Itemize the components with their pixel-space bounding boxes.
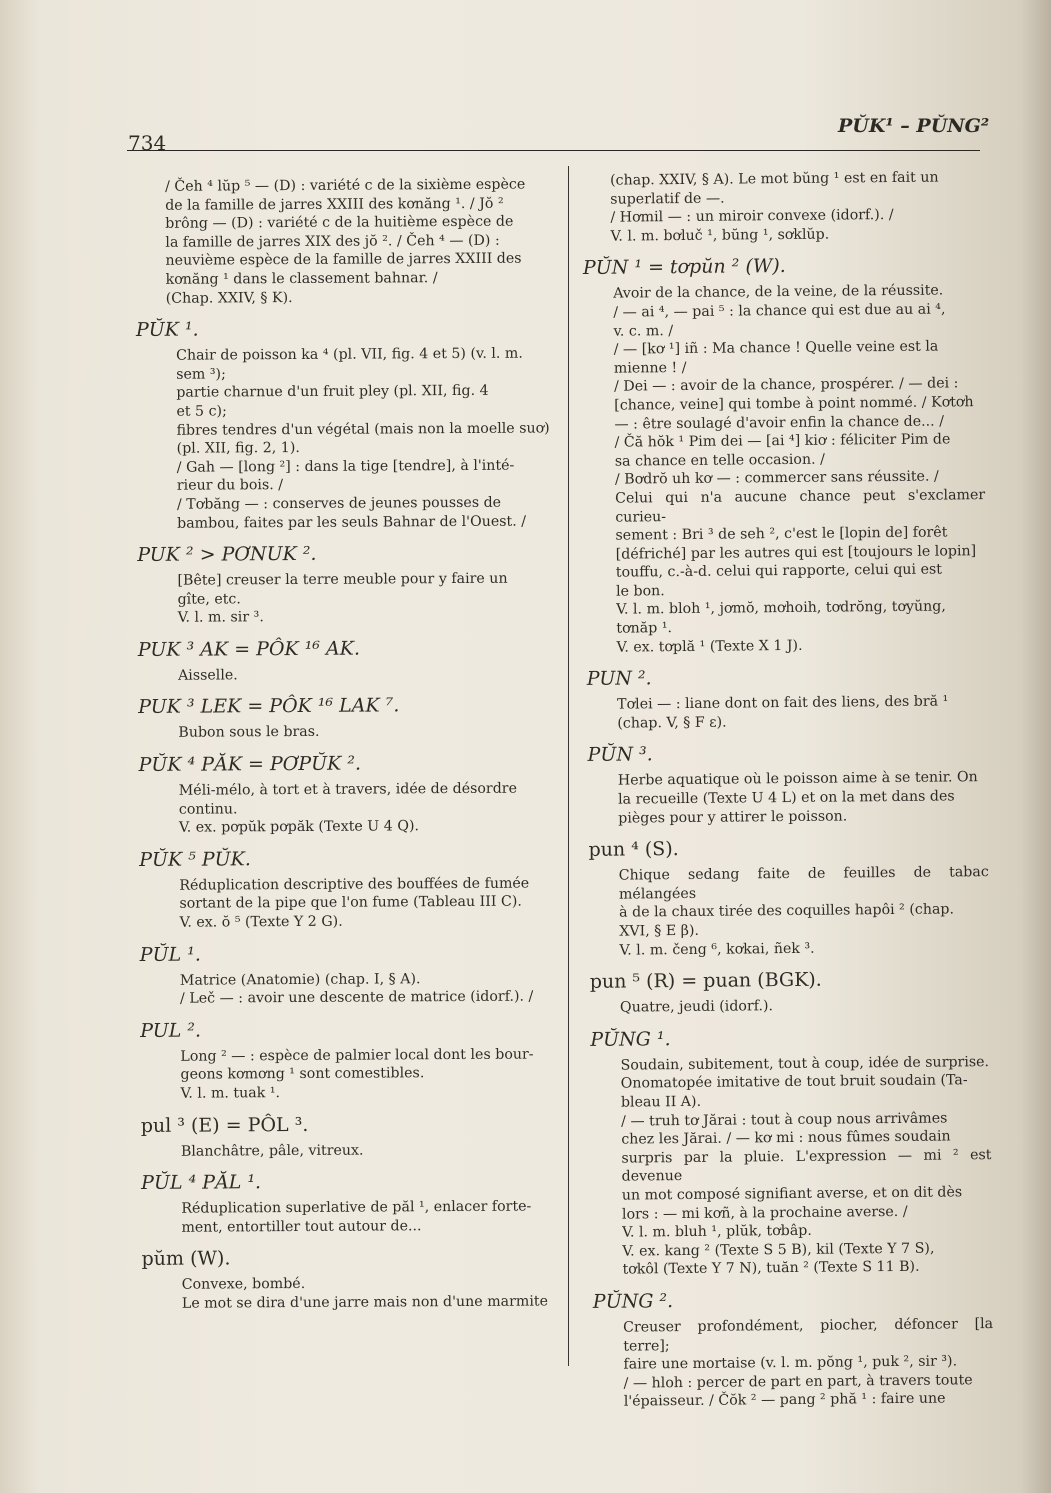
entry-body [178, 722, 553, 743]
entry-body [618, 769, 989, 828]
entry-headword: PŬL ¹. [139, 943, 201, 966]
entry-line: partie charnue d'un fruit pley (pl. XII, fig. 4 [176, 383, 489, 402]
entry-line: chez les Jărai. / — kơ mi : nous fûmes soudain [621, 1128, 951, 1148]
entry-line: Soudain, subitement, tout à coup, idée de surprise. [620, 1053, 990, 1074]
entry-line: Herbe aquatique où le poisson aime à se tenir. On [617, 769, 978, 790]
entry-line: Chair de poisson ka ⁴ (pl. VII, fig. 4 et 5) (v. l. m. [176, 345, 523, 364]
entry-line: (chap. V, § F ε). [617, 714, 727, 732]
entry-line: sortant de la pipe que l'on fume (Tableau III C). [179, 894, 522, 913]
entry-line: sement : Bri ³ de seh ², c'est le [lopin de] forêt [615, 524, 948, 544]
entry-line: ment, entortiller tout autour de... [181, 1218, 422, 1236]
entry-headword: PŬK ¹. [135, 318, 199, 342]
entry-line: mienne ! / [613, 359, 687, 377]
entry-line: gîte, etc. [177, 591, 241, 608]
entry-headword: PUK ³ AK = PÔK ¹⁶ AK. [137, 637, 361, 661]
entry-line: sem ³); [176, 366, 226, 383]
entry-body [180, 969, 555, 1008]
entry-line: superlatif de —. [610, 190, 725, 208]
entry-headword: PUL ². [140, 1019, 202, 1042]
entry-headword: PŬL ⁴ PĂL ¹. [141, 1171, 262, 1195]
dictionary-entry [583, 835, 989, 960]
entry-line: Creuser profondément, piocher, défoncer [la terre]; [623, 1315, 994, 1355]
entry-line: / Čeh ⁴ lŭp ⁵ — (D) : variété c de la sixième espèce [165, 176, 526, 195]
dictionary-entry [136, 1112, 556, 1161]
entry-line: le bon. [615, 583, 665, 600]
entry-line: continu. [178, 801, 238, 818]
dictionary-entry [582, 741, 988, 829]
entry-body [165, 175, 551, 308]
dictionary-entry [578, 253, 987, 657]
entry-line: Onomatopée imitative de tout bruit soudain (Ta- [620, 1072, 968, 1092]
left-column [130, 175, 557, 1313]
entry-line: / Čă hŏk ¹ Pim dei — [ai ⁴] kiơ : féliciter Pim de [614, 431, 951, 451]
entry-headword: pul ³ (E) = PÔL ³. [140, 1113, 309, 1137]
dictionary-entry [133, 694, 553, 743]
entry-line: V. l. m. čeng ⁶, kơkai, ñek ³. [619, 940, 815, 959]
entry-line: la famille de jarres XIX des jŏ ². / Čeh ⁴ — (D) : [165, 232, 500, 251]
dictionary-entry [577, 168, 983, 246]
entry-line: brông — (D) : variété c de la huitième espèce de [165, 213, 514, 232]
entry-line: bambou, faites par les seuls Bahnar de l'Ouest. / [177, 513, 527, 532]
entry-line: V. ex. ŏ ⁵ (Texte Y 2 G). [179, 913, 343, 931]
entry-body [181, 1140, 556, 1161]
entry-line: XVI, § E β). [619, 922, 700, 940]
entry-line: un mot composé signifiant averse, et on dit dès [621, 1184, 963, 1204]
entry-line: / Dei — : avoir de la chance, prospérer. / — dei : [613, 375, 959, 395]
entry-line: bleau II A). [620, 1093, 702, 1111]
entry-line: V. l. m. bluh ¹, plŭk, tơbâp. [622, 1222, 812, 1241]
entry-line: rieur du bois. / [176, 477, 284, 495]
entry-body [620, 1053, 992, 1280]
entry-body [613, 281, 987, 656]
entry-line: Avoir de la chance, de la veine, de la réussite. [613, 282, 944, 303]
entry-line: / — ai ⁴, — pai ⁵ : la chance qui est due au ai ⁴, [613, 301, 946, 321]
entry-line: Réduplication descriptive des bouffées de fumée [179, 875, 530, 894]
entry-line: faire une mortaise (v. l. m. pŏng ¹, puk ², sir ³). [623, 1353, 958, 1373]
entry-line: tơnăp ¹. [616, 620, 673, 637]
entry-body [619, 863, 990, 960]
entry-line: / Tơbăng — : conserves de jeunes pousses de [176, 494, 502, 513]
entry-headword: PUN ². [586, 667, 652, 691]
entry-line: V. l. m. bơluč ¹, bŭng ¹, sơklŭp. [610, 226, 830, 245]
entry-line: Réduplication superlative de păl ¹, enlacer forte- [181, 1198, 532, 1217]
entry-headword: PŬK ⁴ PĂK = PƠPŬK ². [138, 752, 362, 777]
entry-line: surpris par la pluie. L'expression — mi ² est devenue [621, 1146, 992, 1185]
dictionary-entry [585, 1025, 992, 1280]
entry-line: et 5 c); [176, 403, 227, 420]
entry-line: V. ex. tơplă ¹ (Texte X 1 J). [616, 637, 803, 656]
entry-line: / Leč — : avoir une descente de matrice (idorf.). / [179, 988, 534, 1007]
entry-line: fibres tendres d'un végétal (mais non la moelle suơ) [176, 419, 550, 439]
entry-line: — : être soulagé d'avoir enfin la chance de... / [614, 413, 945, 433]
entry-headword: pun ⁴ (S). [588, 838, 679, 862]
entry-line: v. c. m. / [613, 322, 674, 340]
entry-line: la recueille (Texte U 4 L) et on la met dans des [617, 788, 955, 808]
entry-line: (Chap. XXIV, § K). [165, 289, 293, 307]
entry-body [181, 1198, 556, 1237]
entry-line: / — truh tơ Jărai : tout à coup nous arrivâmes [621, 1110, 948, 1130]
entry-line: geons kơmơng ¹ sont comestibles. [180, 1065, 425, 1084]
dictionary-entry [585, 967, 990, 1017]
entry-body [617, 692, 987, 733]
entry-line: (pl. XII, fig. 2, 1). [176, 440, 300, 457]
entry-line: / Bơdrŏ uh kơ — : commercer sans réussite. / [614, 468, 939, 488]
entry-line: Méli-mélo, à tort et à travers, idée de désordre [178, 780, 518, 799]
entry-headword: PŬN ¹ = tơpŭn ² (W). [582, 255, 786, 280]
entry-line: lors : — mi kơñ, à la prochaine averse. / [621, 1203, 908, 1223]
running-head [0, 0, 1051, 160]
header-rule [127, 150, 980, 151]
entry-line: tơkôl (Texte Y 7 N), tuăn ² (Texte S 11 B). [622, 1259, 920, 1278]
entry-line: / Hơmil — : un miroir convexe (idorf.). / [610, 207, 894, 226]
entry-line: / Gah — [long ²] : dans la tige [tendre], à l'inté- [176, 457, 515, 476]
entry-body [180, 1045, 555, 1103]
entry-line: V. l. m. sir ³. [177, 609, 264, 626]
entry-line: [chance, veine] qui tombe à point nommé. / Kơtơh [614, 394, 974, 414]
entry-line: V. ex. kang ² (Texte S 5 B), kil (Texte Y 7 S), [622, 1240, 935, 1260]
entry-line: Long ² — : espèce de palmier local dont les bour- [180, 1046, 534, 1065]
entry-line: à de la chaux tirée des coquilles hapôi ² (chap. [619, 901, 955, 922]
entry-line: / — [kơ ¹] iñ : Ma chance ! Quelle veine est la [613, 338, 939, 358]
entry-body [179, 874, 554, 932]
column-rule [568, 166, 569, 1366]
entry-headword: PŬNG ¹. [590, 1027, 671, 1051]
entry-headword: pun ⁵ (R) = puan (BGK). [589, 968, 822, 994]
entry-body [610, 168, 983, 246]
dictionary-entry [582, 664, 988, 733]
entry-line: Chique sedang faite de feuilles de tabac mélangées [618, 864, 989, 903]
entry-body [177, 570, 552, 628]
entry-line: V. l. m. bloh ¹, jơmŏ, mơhoih, tơdrŏng, tơyŭng, [616, 598, 946, 619]
entry-line: Aisselle. [177, 667, 238, 684]
entry-headword: pŭm (W). [141, 1247, 231, 1271]
entry-line: [Bête] creuser la terre meuble pour y faire un [177, 570, 508, 589]
dictionary-entry [588, 1287, 994, 1412]
running-title: PŬK¹ – PŬNG² [838, 115, 990, 137]
entry-body [620, 995, 990, 1017]
entry-line: V. l. m. tuak ¹. [180, 1085, 281, 1102]
dictionary-entry [133, 636, 553, 685]
entry-line: Convexe, bombé. [181, 1276, 306, 1294]
entry-line: Celui qui n'a aucune chance peut s'exclamer curieu- [615, 487, 986, 526]
entry-line: Le mot se dira d'une jarre mais non d'une marmite [181, 1293, 549, 1312]
entry-headword: PUK ³ LEK = PÔK ¹⁶ LAK ⁷. [138, 694, 400, 719]
entry-line: Tơlei — : liane dont on fait des liens, des bră ¹ [617, 693, 949, 713]
entry-line: [défriché] par les autres qui est [toujours le lopin] [615, 542, 977, 563]
dictionary-entry [132, 542, 553, 628]
entry-line: Quatre, jeudi (idorf.). [619, 998, 774, 1016]
entry-line: pièges pour y attirer le poisson. [618, 808, 848, 827]
entry-line: neuvième espèce de la famille de jarres XXIII des [165, 250, 522, 270]
entry-headword: PUK ² > PƠNUK ². [137, 542, 317, 567]
dictionary-entry [137, 1246, 557, 1314]
entry-line: l'épaisseur. / Čŏk ² — pang ² phă ¹ : faire une [623, 1390, 946, 1410]
entry-body [176, 345, 552, 533]
entry-body [623, 1315, 994, 1412]
right-column [577, 168, 994, 1412]
entry-line: sa chance en telle occasion. / [614, 451, 825, 470]
page-number: 734 [128, 131, 167, 155]
entry-body [178, 664, 553, 685]
entry-line: / — hloh : percer de part en part, à travers toute [623, 1371, 973, 1392]
dictionary-entry [135, 941, 555, 1009]
entry-body [179, 779, 554, 837]
entry-line: de la famille de jarres XXIII des kơnăng ¹. / Jŏ ² [165, 195, 504, 214]
dictionary-entry [135, 1017, 556, 1103]
entry-line: V. ex. pơpŭk pơpăk (Texte U 4 Q). [178, 818, 420, 836]
entry-headword: PŬN ³. [587, 743, 653, 767]
entry-body [182, 1274, 557, 1313]
dictionary-entry [131, 317, 552, 533]
dictionary-entry [134, 846, 555, 932]
entry-headword: PŬNG ². [592, 1290, 674, 1313]
dictionary-entry [134, 751, 555, 837]
dictionary-entry [136, 1170, 556, 1238]
entry-headword: PŬK ⁵ PŬK. [139, 848, 251, 871]
entry-line: (chap. XXIV, § A). Le mot bŭng ¹ est en fait un [610, 169, 939, 189]
entry-line: kơnăng ¹ dans le classement bahnar. / [165, 270, 438, 288]
entry-line: Matrice (Anatomie) (chap. I, § A). [179, 970, 421, 989]
dictionary-entry [130, 175, 551, 308]
entry-line: Blanchâtre, pâle, vitreux. [180, 1142, 364, 1160]
entry-line: Bubon sous le bras. [178, 724, 320, 742]
entry-line: touffu, c.-à-d. celui qui rapporte, celui qui est [615, 561, 943, 581]
